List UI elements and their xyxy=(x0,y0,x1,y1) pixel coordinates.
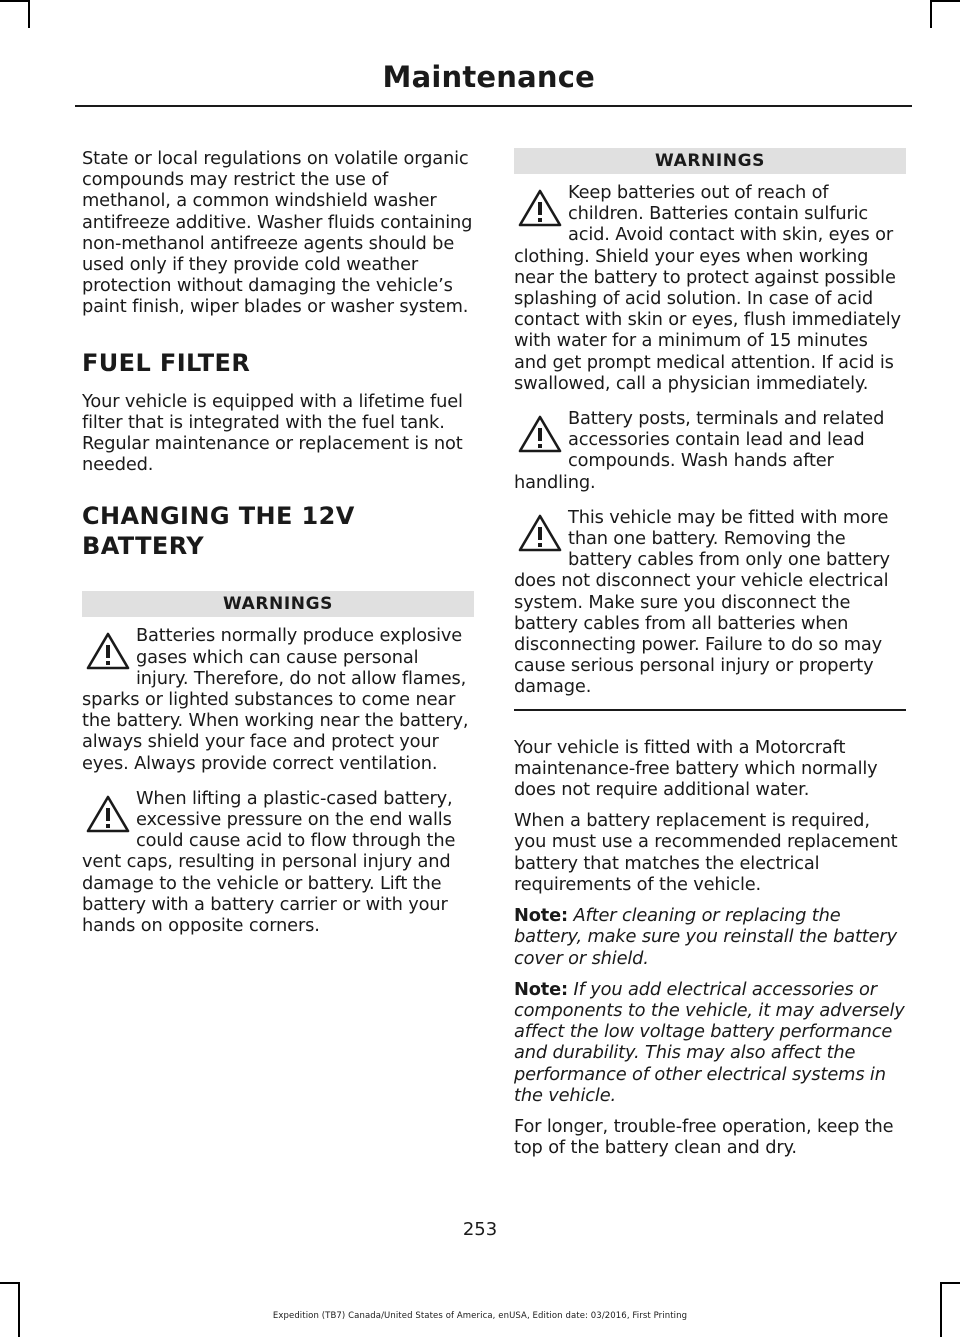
warning-item xyxy=(514,507,906,698)
crop-mark xyxy=(932,0,960,2)
crop-mark xyxy=(0,1282,18,1284)
warning-item xyxy=(514,182,906,394)
note-label: Note: xyxy=(514,978,569,1000)
warning-triangle-icon xyxy=(517,414,563,454)
warning-text: Batteries normally produce explosive gases which can cause personal injury. Therefore, do not allow flames, sparks or lighted substances to come near the battery. When working near the battery, always shield your face and protect your eyes. Always provide correct ventilation. xyxy=(82,625,469,774)
page-number: 253 xyxy=(462,1219,498,1240)
fuel-filter-heading: FUEL FILTER xyxy=(82,348,251,377)
warning-text: Keep batteries out of reach of children. Batteries contain sulfuric acid. Avoid contact with skin, eyes or clothing. Shield your eyes when working near the battery to protect against possible splashing of acid solution. In case of acid contact with skin or eyes, flush immediately with water for a minimum of 15 minutes and get prompt medical attention. If acid is swallowed, call a physician immediately. xyxy=(514,182,901,394)
right-column xyxy=(514,148,906,1168)
crop-mark xyxy=(28,0,30,28)
note-label: Note: xyxy=(514,905,569,927)
warning-text: This vehicle may be fitted with more than one battery. Removing the battery cables from only one battery does not disconnect your vehicle electrical system. Make sure you disconnect the battery cables from all batteries when disconnecting power. Failure to do so may cause serious personal injury or property damage. xyxy=(514,506,890,698)
warning-triangle-icon xyxy=(85,794,131,834)
crop-mark xyxy=(940,1282,942,1337)
warnings-header: WARNINGS xyxy=(82,591,474,617)
header-rule xyxy=(75,105,912,107)
note-accessories xyxy=(514,979,906,1106)
replacement-paragraph: When a battery replacement is required, you must use a recommended replacement battery that matches the electrical requirements of the vehicle. xyxy=(514,810,898,895)
note-text: After cleaning or replacing the battery, make sure you reinstall the battery cover or shield. xyxy=(514,905,897,969)
warning-text: Battery posts, terminals and related accessories contain lead and lead compounds. Wash hands after handling. xyxy=(514,408,885,493)
warning-item xyxy=(514,408,906,493)
left-column xyxy=(82,148,474,950)
note-cover xyxy=(514,905,906,969)
page-title: Maintenance xyxy=(382,60,595,94)
clean-dry-paragraph: For longer, trouble-free operation, keep the top of the battery clean and dry. xyxy=(514,1115,894,1159)
warnings-header: WARNINGS xyxy=(514,148,906,174)
warning-triangle-icon xyxy=(517,188,563,228)
crop-mark xyxy=(930,0,932,28)
crop-mark xyxy=(0,0,28,2)
washer-fluid-paragraph: State or local regulations on volatile organic compounds may restrict the use of methanol, a common windshield washer antifreeze additive. Washer fluids containing non-methanol antifreeze agents should be used only if they provide cold weather protection without damaging the vehicle’s paint finish, wiper blades or washer system. xyxy=(82,148,473,318)
warning-text: When lifting a plastic-cased battery, excessive pressure on the end walls could cause acid to flow through the vent caps, resulting in personal injury and damage to the vehicle or battery. Lift the battery with a battery carrier or with your hands on opposite corners. xyxy=(82,787,456,937)
crop-mark xyxy=(18,1282,20,1337)
fuel-filter-paragraph: Your vehicle is equipped with a lifetime fuel filter that is integrated with the fuel tank. Regular maintenance or replacement is not needed. xyxy=(82,390,463,476)
warning-triangle-icon xyxy=(85,631,131,671)
warnings-end-rule xyxy=(514,709,906,711)
battery-heading: CHANGING THE 12V BATTERY xyxy=(82,502,355,561)
warning-triangle-icon xyxy=(517,513,563,553)
motorcraft-paragraph: Your vehicle is fitted with a Motorcraft maintenance-free battery which normally does not require additional water. xyxy=(514,736,878,801)
crop-mark xyxy=(940,1282,960,1284)
edition-footer: Expedition (TB7) Canada/United States of America, enUSA, Edition date: 03/2016, First Printing xyxy=(272,1311,688,1321)
warning-item xyxy=(82,788,474,936)
note-text: If you add electrical accessories or components to the vehicle, it may adversely affect the low voltage battery performance and durability. This may also affect the performance of other electrical systems in the vehicle. xyxy=(514,978,905,1106)
warning-item xyxy=(82,625,474,773)
